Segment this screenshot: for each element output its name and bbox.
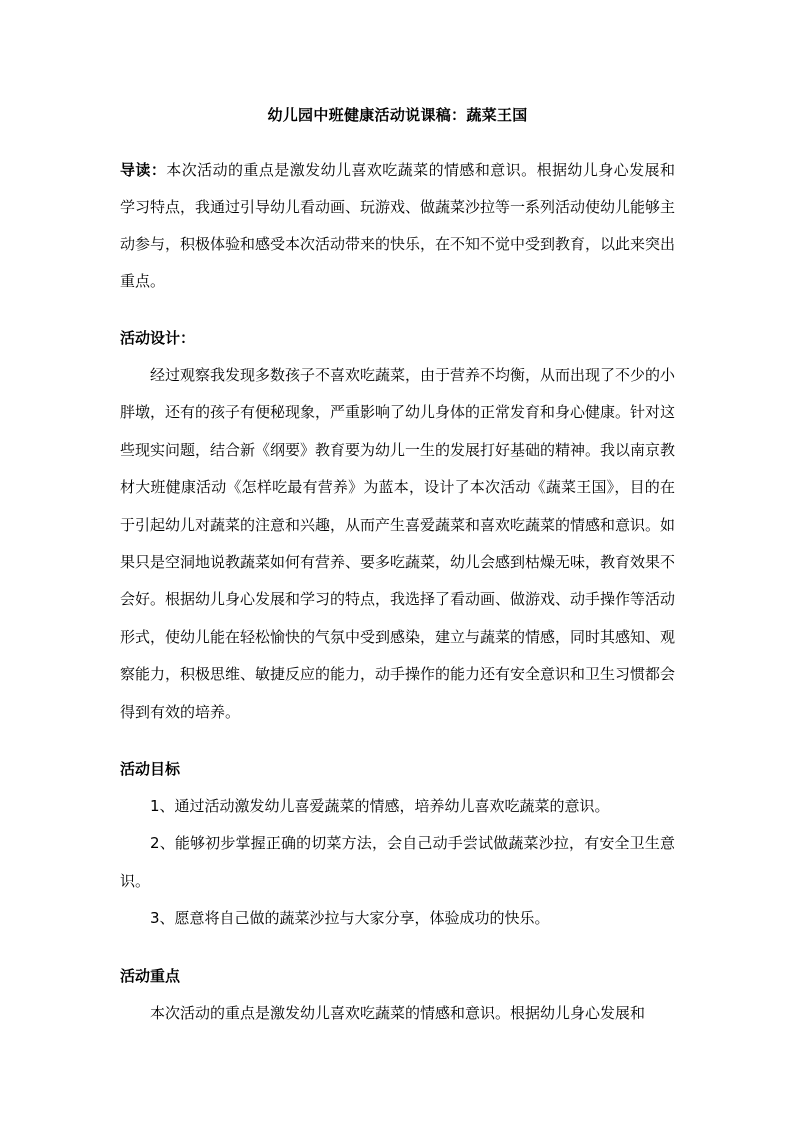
design-heading: 活动设计： bbox=[120, 329, 196, 347]
focus-heading: 活动重点 bbox=[120, 966, 181, 985]
design-paragraph: 经过观察我发现多数孩子不喜欢吃蔬菜，由于营养不均衡，从而出现了不少的小胖墩，还有的孩子有便秘现象，严重影响了幼儿身体的正常发育和身心健康。针对这些现实问题，结合新《纲要》教育要为幼儿一生的发展打好基础的精神。我以南京教材大班健康活动《怎样吃最有营养》为蓝本，设计了本次活动《蔬菜王国》，目的在于引起幼儿对蔬菜的注意和兴趣，从而产生喜爱蔬菜和喜欢吃蔬菜的情感和意识。如果只是空洞地说教蔬菜如何有营养、要多吃蔬菜，幼儿会感到枯燥无味，教育效果不会好。根据幼儿身心发展和学习的特点，我选择了看动画、做游戏、动手操作等活动形式，使幼儿能在轻松愉快的气氛中受到感染，建立与蔬菜的情感，同时其感知、观察能力，积极思维、敏捷反应的能力，动手操作的能力还有安全意识和卫生习惯都会得到有效的培养。 bbox=[120, 366, 676, 721]
document-content bbox=[120, 96, 675, 1032]
goals-list bbox=[120, 788, 675, 938]
document-title: 幼儿园中班健康活动说课稿：蔬菜王国 bbox=[267, 106, 528, 124]
goals-heading: 活动目标 bbox=[120, 760, 181, 779]
goal-item-1: 1、通过活动激发幼儿喜爱蔬菜的情感，培养幼儿喜欢吃蔬菜的意识。 bbox=[150, 797, 610, 816]
intro-paragraph bbox=[120, 152, 675, 300]
focus-paragraph: 本次活动的重点是激发幼儿喜欢吃蔬菜的情感和意识。根据幼儿身心发展和 bbox=[150, 1003, 646, 1022]
goal-item-2: 2、能够初步掌握正确的切菜方法，会自己动手尝试做蔬菜沙拉，有安全卫生意识。 bbox=[120, 834, 675, 890]
intro-label: 导读： bbox=[120, 161, 167, 179]
intro-text: 本次活动的重点是激发幼儿喜欢吃蔬菜的情感和意识。根据幼儿身心发展和学习特点，我通过引导幼儿看动画、玩游戏、做蔬菜沙拉等一系列活动使幼儿能够主动参与，积极体验和感受本次活动带来的快乐，在不知不觉中受到教育，以此来突出重点。 bbox=[120, 161, 676, 290]
goal-item-3: 3、愿意将自己做的蔬菜沙拉与大家分享，体验成功的快乐。 bbox=[150, 909, 550, 928]
